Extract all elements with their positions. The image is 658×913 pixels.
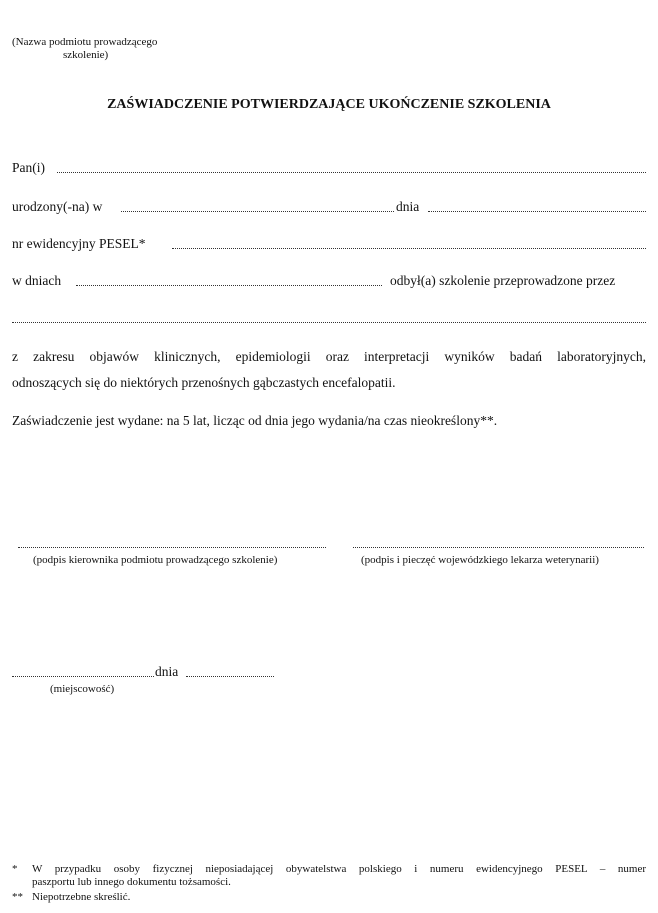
training-days-field[interactable] bbox=[76, 285, 382, 286]
place-caption: (miejscowość) bbox=[50, 683, 115, 695]
name-label: Pan(i) bbox=[12, 160, 45, 175]
birthplace-field[interactable] bbox=[121, 211, 394, 212]
signature-line-right[interactable] bbox=[353, 547, 644, 548]
pesel-label: nr ewidencyjny PESEL* bbox=[12, 236, 146, 251]
birthplace-label: urodzony(-na) w bbox=[12, 199, 103, 214]
validity-text: Zaświadczenie jest wydane: na 5 lat, licząc od dnia jego wydania/na czas nieokreślony**. bbox=[12, 413, 498, 428]
birthdate-label: dnia bbox=[396, 199, 420, 214]
scope-text-line1: z zakresu objawów klinicznych, epidemiologii oraz interpretacji wyników badań laboratoryjnych, bbox=[12, 349, 646, 364]
footnote-2-marker: ** bbox=[12, 891, 23, 903]
birthdate-field[interactable] bbox=[428, 211, 646, 212]
place-field[interactable] bbox=[12, 676, 154, 677]
footnote-1-line2: paszportu lub innego dokumentu tożsamości. bbox=[32, 876, 231, 888]
signature-line-left[interactable] bbox=[18, 547, 326, 548]
training-days-label: w dniach bbox=[12, 273, 62, 288]
organization-name-label-cont: szkolenie) bbox=[63, 49, 109, 61]
footnote-2-text: Niepotrzebne skreślić. bbox=[32, 891, 131, 903]
signature-caption-right: (podpis i pieczęć wojewódzkiego lekarza weterynarii) bbox=[361, 554, 599, 566]
pesel-field[interactable] bbox=[172, 248, 646, 249]
footnote-1-line1: W przypadku osoby fizycznej nieposiadającej obywatelstwa polskiego i numeru ewidencyjnego PESEL – numer bbox=[32, 863, 646, 875]
name-field[interactable] bbox=[57, 172, 646, 173]
issue-date-label: dnia bbox=[155, 664, 179, 679]
training-completed-label: odbył(a) szkolenie przeprowadzone przez bbox=[390, 273, 616, 288]
signature-caption-left: (podpis kierownika podmiotu prowadzącego szkolenie) bbox=[33, 554, 278, 566]
scope-text-line2: odnoszących się do niektórych przenośnych gąbczastych encefalopatii. bbox=[12, 375, 396, 390]
organization-name-label: (Nazwa podmiotu prowadzącego bbox=[12, 36, 158, 48]
footnote-1-marker: * bbox=[12, 863, 18, 875]
document-title: ZAŚWIADCZENIE POTWIERDZAJĄCE UKOŃCZENIE SZKOLENIA bbox=[107, 97, 551, 112]
issue-date-field[interactable] bbox=[186, 676, 274, 677]
trainer-field[interactable] bbox=[12, 322, 646, 323]
